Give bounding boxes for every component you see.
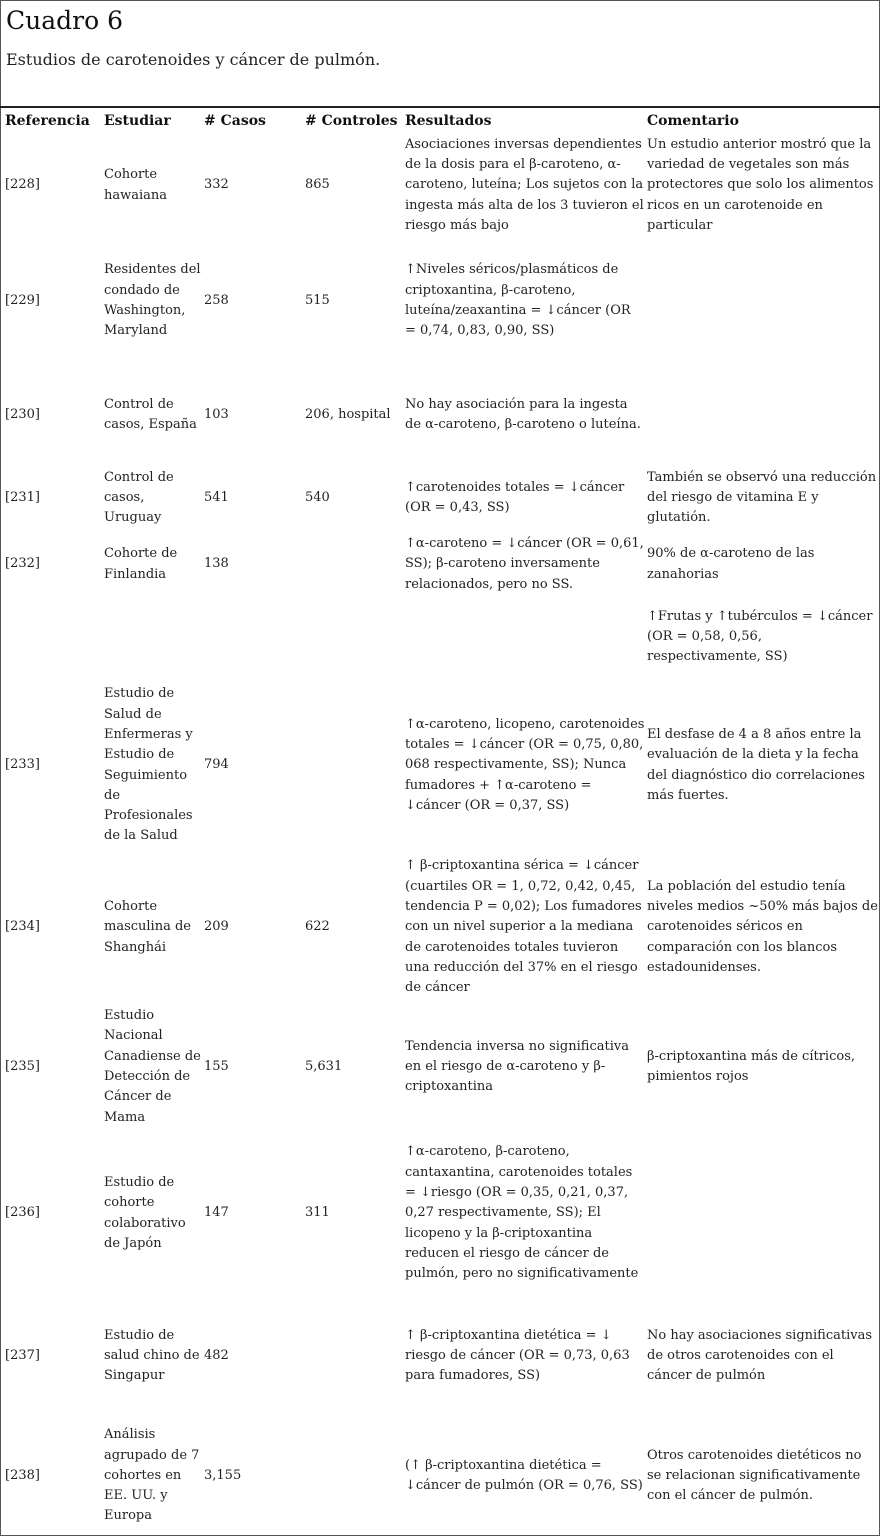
ref-cell: [228] (5, 177, 40, 193)
table-row (0, 1325, 880, 1387)
table-row (0, 467, 880, 529)
ref-cell: [232] (5, 556, 40, 572)
cases-cell: 541 (204, 489, 229, 505)
cases-cell: 103 (204, 406, 229, 422)
results-cell: ↑α-caroteno, licopeno, carotenoides totales = ↓cáncer (OR = 0,75, 0,80, 068 respectivamente, SS); Nunca fumadores + ↑α-caroteno = ↓cáncer (OR = 0,37, SS) (405, 716, 645, 813)
ref-cell: [234] (5, 919, 40, 935)
controls-cell: 865 (305, 177, 330, 193)
cases-cell: 138 (204, 556, 229, 572)
controls-cell: 540 (305, 489, 330, 505)
results-cell: No hay asociación para la ingesta de α-caroteno, β-caroteno o luteína. (405, 396, 641, 432)
ref-cell: [238] (5, 1467, 40, 1483)
cases-cell: 794 (204, 757, 229, 773)
comment-cell: La población del estudio tenía niveles medios ~50% más bajos de carotenoides séricos en comparación con los blancos estadounidenses. (647, 878, 878, 975)
ref-cell: [233] (5, 757, 40, 773)
ref-cell: [231] (5, 489, 40, 505)
results-cell: ↑α-caroteno = ↓cáncer (OR = 0,61, SS); β-caroteno inversamente relacionados, pero no SS. (405, 536, 644, 592)
table-row (0, 250, 880, 352)
ref-cell: [236] (5, 1205, 40, 1221)
study-cell: Estudio de cohorte colaborativo de Japón (104, 1174, 186, 1251)
controls-cell (305, 1325, 403, 1387)
ref-cell: [229] (5, 292, 40, 308)
comment-cell: Otros carotenoides dietéticos no se relacionan significativamente con el cáncer de pulmón. (647, 1447, 862, 1504)
table-row (0, 1425, 880, 1527)
study-cell: Estudio Nacional Canadiense de Detección de Cáncer de Mama (104, 1008, 201, 1125)
controls-cell (305, 684, 403, 847)
header-casos: # Casos (204, 113, 266, 129)
table-row (0, 856, 880, 999)
study-cell: Control de casos, España (104, 396, 197, 432)
cases-cell: 332 (204, 177, 229, 193)
comment-cell (647, 384, 879, 446)
controls-cell: 206, hospital (305, 406, 391, 422)
results-cell: ↑carotenoides totales = ↓cáncer (OR = 0,43, SS) (405, 479, 625, 515)
results-cell: ↑α-caroteno, β-caroteno, cantaxantina, carotenoides totales = ↓riesgo (OR = 0,35, 0,21, 0,37, 0,27 respectivamente, SS); El licopeno y la β-criptoxantina reducen el riesgo de cáncer de pulmón, pero no significativamente (405, 1144, 639, 1282)
table-row (0, 1006, 880, 1128)
header-referencia: Referencia (5, 113, 90, 129)
study-cell: Cohorte masculina de Shanghái (104, 899, 191, 955)
comment-cell: β-criptoxantina más de cítricos, pimientos rojos (647, 1048, 855, 1084)
controls-cell: 515 (305, 292, 330, 308)
study-cell: Cohorte de Finlandia (104, 546, 178, 582)
header-estudiar: Estudiar (104, 113, 171, 129)
controls-cell (305, 1425, 403, 1527)
comment-cell: 90% de α-caroteno de las zanahorias (647, 546, 815, 582)
ref-cell: [230] (5, 406, 40, 422)
cases-cell: 482 (204, 1347, 229, 1363)
header-rule (0, 106, 880, 108)
study-cell: Control de casos, Uruguay (104, 469, 174, 526)
comment-cell: El desfase de 4 a 8 años entre la evaluación de la dieta y la fecha del diagnóstico dio correlaciones más fuertes. (647, 726, 865, 803)
study-cell: Residentes del condado de Washington, Maryland (104, 262, 201, 339)
comment-cell (647, 250, 879, 352)
table-row (0, 134, 880, 237)
comment-cell (647, 1142, 879, 1285)
controls-cell: 5,631 (305, 1058, 343, 1074)
table-row (0, 684, 880, 847)
header-comentario: Comentario (647, 113, 739, 129)
study-cell: Estudio de Salud de Enfermeras y Estudio de Seguimiento de Profesionales de la Salud (104, 686, 193, 844)
table-subtitle: Estudios de carotenoides y cáncer de pulmón. (6, 50, 381, 69)
results-cell: ↑ β-criptoxantina dietética = ↓ riesgo de cáncer (OR = 0,73, 0,63 para fumadores, SS) (405, 1327, 630, 1384)
table-row (0, 384, 880, 446)
table-row (0, 1142, 880, 1285)
cases-cell: 209 (204, 919, 229, 935)
results-cell: Asociaciones inversas dependientes de la dosis para el β-caroteno, α-caroteno, luteína; Los sujetos con la ingesta más alta de los 3 tuvieron el riesgo más bajo (405, 136, 644, 233)
table-title: Cuadro 6 (6, 6, 123, 35)
cases-cell: 3,155 (204, 1467, 242, 1483)
cases-cell: 147 (204, 1205, 229, 1221)
comment-cell: También se observó una reducción del riesgo de vitamina E y glutatión. (647, 469, 877, 526)
ref-cell: [237] (5, 1347, 40, 1363)
controls-cell: 311 (305, 1205, 330, 1221)
study-cell: Cohorte hawaiana (104, 167, 168, 203)
comment-cell-secondary: ↑Frutas y ↑tubérculos = ↓cáncer (OR = 0,58, 0,56, respectivamente, SS) (647, 608, 873, 665)
cases-cell: 258 (204, 292, 229, 308)
study-cell: Estudio de salud chino de Singapur (104, 1327, 200, 1384)
controls-cell: 622 (305, 919, 330, 935)
header-resultados: Resultados (405, 113, 492, 129)
results-cell: Tendencia inversa no significativa en el riesgo de α-caroteno y β-criptoxantina (405, 1038, 629, 1095)
header-controles: # Controles (305, 113, 398, 129)
comment-cell: Un estudio anterior mostró que la variedad de vegetales son más protectores que solo los alimentos ricos en un carotenoide en particular (647, 136, 874, 233)
results-cell: ↑ β-criptoxantina sérica = ↓cáncer (cuartiles OR = 1, 0,72, 0,42, 0,45, tendencia P = 0,02); Los fumadores con un nivel superior a la mediana de carotenoides totales tuvieron una reducción del 37% en el riesgo de cáncer (405, 858, 642, 996)
study-cell: Análisis agrupado de 7 cohortes en EE. UU. y Europa (104, 1427, 200, 1524)
ref-cell: [235] (5, 1058, 40, 1074)
results-cell: (↑ β-criptoxantina dietética = ↓cáncer de pulmón (OR = 0,76, SS) (405, 1457, 643, 1493)
table-row (0, 534, 880, 669)
comment-cell: No hay asociaciones significativas de otros carotenoides con el cáncer de pulmón (647, 1327, 873, 1384)
results-cell: ↑Niveles séricos/plasmáticos de criptoxantina, β-caroteno, luteína/zeaxantina = ↓cáncer (OR = 0,74, 0,83, 0,90, SS) (405, 262, 631, 339)
cases-cell: 155 (204, 1058, 229, 1074)
